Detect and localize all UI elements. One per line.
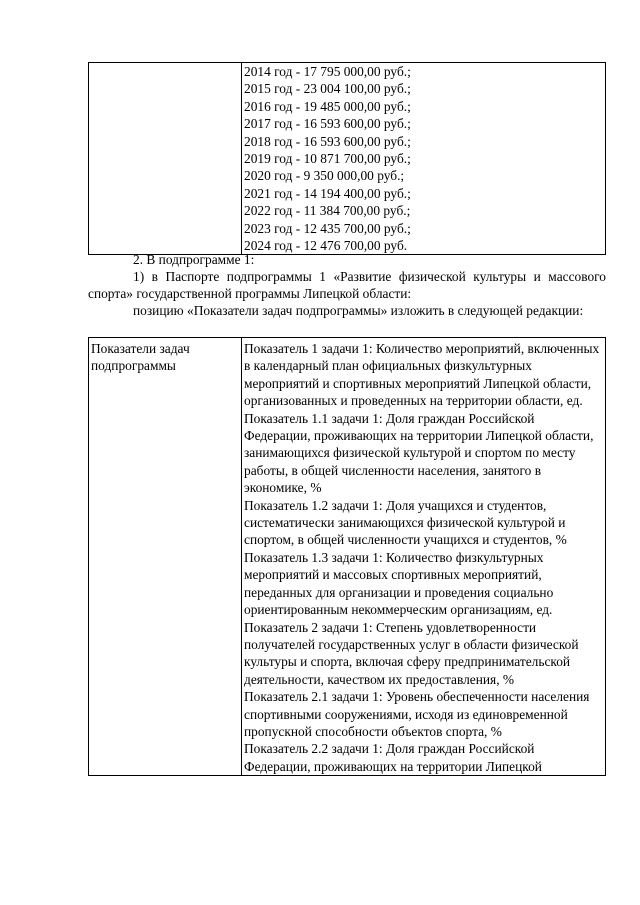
indicators-table	[88, 337, 606, 776]
funding-table	[88, 62, 606, 255]
indicator-item: Показатель 1.1 задачи 1: Доля граждан Российской Федерации, проживающих на территории Липецкой области, занимающихся физической культурой и спортом по месту работы, в общей численности населения, занятого в экономике, %	[244, 410, 594, 496]
indicators-values-cell	[242, 338, 606, 776]
funding-line: 2015 год - 23 004 100,00 руб.;	[244, 81, 411, 97]
paragraph-subitem-1: 1) в Паспорте подпрограммы 1 «Развитие физической культуры и массового спорта» государственной программы Липецкой области:	[88, 269, 606, 302]
table-row	[89, 338, 606, 776]
funding-line: 2018 год - 16 593 600,00 руб.;	[244, 133, 411, 149]
funding-line: 2017 год - 16 593 600,00 руб.;	[244, 116, 411, 132]
paragraph-position: позицию «Показатели задач подпрограммы» изложить в следующей редакции:	[133, 303, 584, 318]
indicators-label-cell	[89, 338, 242, 776]
indicator-item: Показатель 2.1 задачи 1: Уровень обеспеченности населения спортивными сооружениями, исходя из единовременной пропускной способности объектов спорта, %	[244, 689, 590, 739]
funding-line: 2024 год - 12 476 700,00 руб.	[244, 238, 408, 254]
funding-line: 2014 год - 17 795 000,00 руб.;	[244, 64, 411, 79]
funding-line: 2020 год - 9 350 000,00 руб.;	[244, 168, 405, 184]
funding-line: 2022 год - 11 384 700,00 руб.;	[244, 203, 411, 219]
indicator-item: Показатель 2 задачи 1: Степень удовлетворенности получателей государственных услуг в области физической культуры и спорта, включая сферу предпринимательской деятельности, качеством их предоставления, %	[244, 619, 579, 687]
indicator-item: Показатель 1.3 задачи 1: Количество физкультурных мероприятий и массовых спортивных мероприятий, переданных для организации и проведения социально ориентированным некоммерческим организациям, ед.	[244, 549, 554, 618]
funding-line: 2021 год - 14 194 400,00 руб.;	[244, 185, 411, 201]
paragraph-item-2: 2. В подпрограмме 1:	[133, 252, 255, 267]
table-row	[89, 63, 606, 255]
indicators-label: Показатели задач подпрограммы	[91, 341, 190, 374]
indicator-item: Показатель 2.2 задачи 1: Доля граждан Российской Федерации, проживающих на территории Липецкой	[244, 741, 542, 774]
funding-table-empty-cell	[89, 63, 242, 255]
indicator-item: Показатель 1 задачи 1: Количество мероприятий, включенных в календарный план официальных физкультурных мероприятий и спортивных мероприятий Липецкой области, организованных и проведенных на территории области, ед.	[244, 341, 600, 409]
indicator-item: Показатель 1.2 задачи 1: Доля учащихся и студентов, систематически занимающихся физической культурой и спортом, в общей численности учащихся и студентов, %	[244, 497, 567, 548]
funding-table-values-cell	[242, 63, 606, 255]
funding-line: 2016 год - 19 485 000,00 руб.;	[244, 98, 411, 114]
funding-line: 2019 год - 10 871 700,00 руб.;	[244, 151, 411, 167]
funding-line: 2023 год - 12 435 700,00 руб.;	[244, 220, 411, 236]
